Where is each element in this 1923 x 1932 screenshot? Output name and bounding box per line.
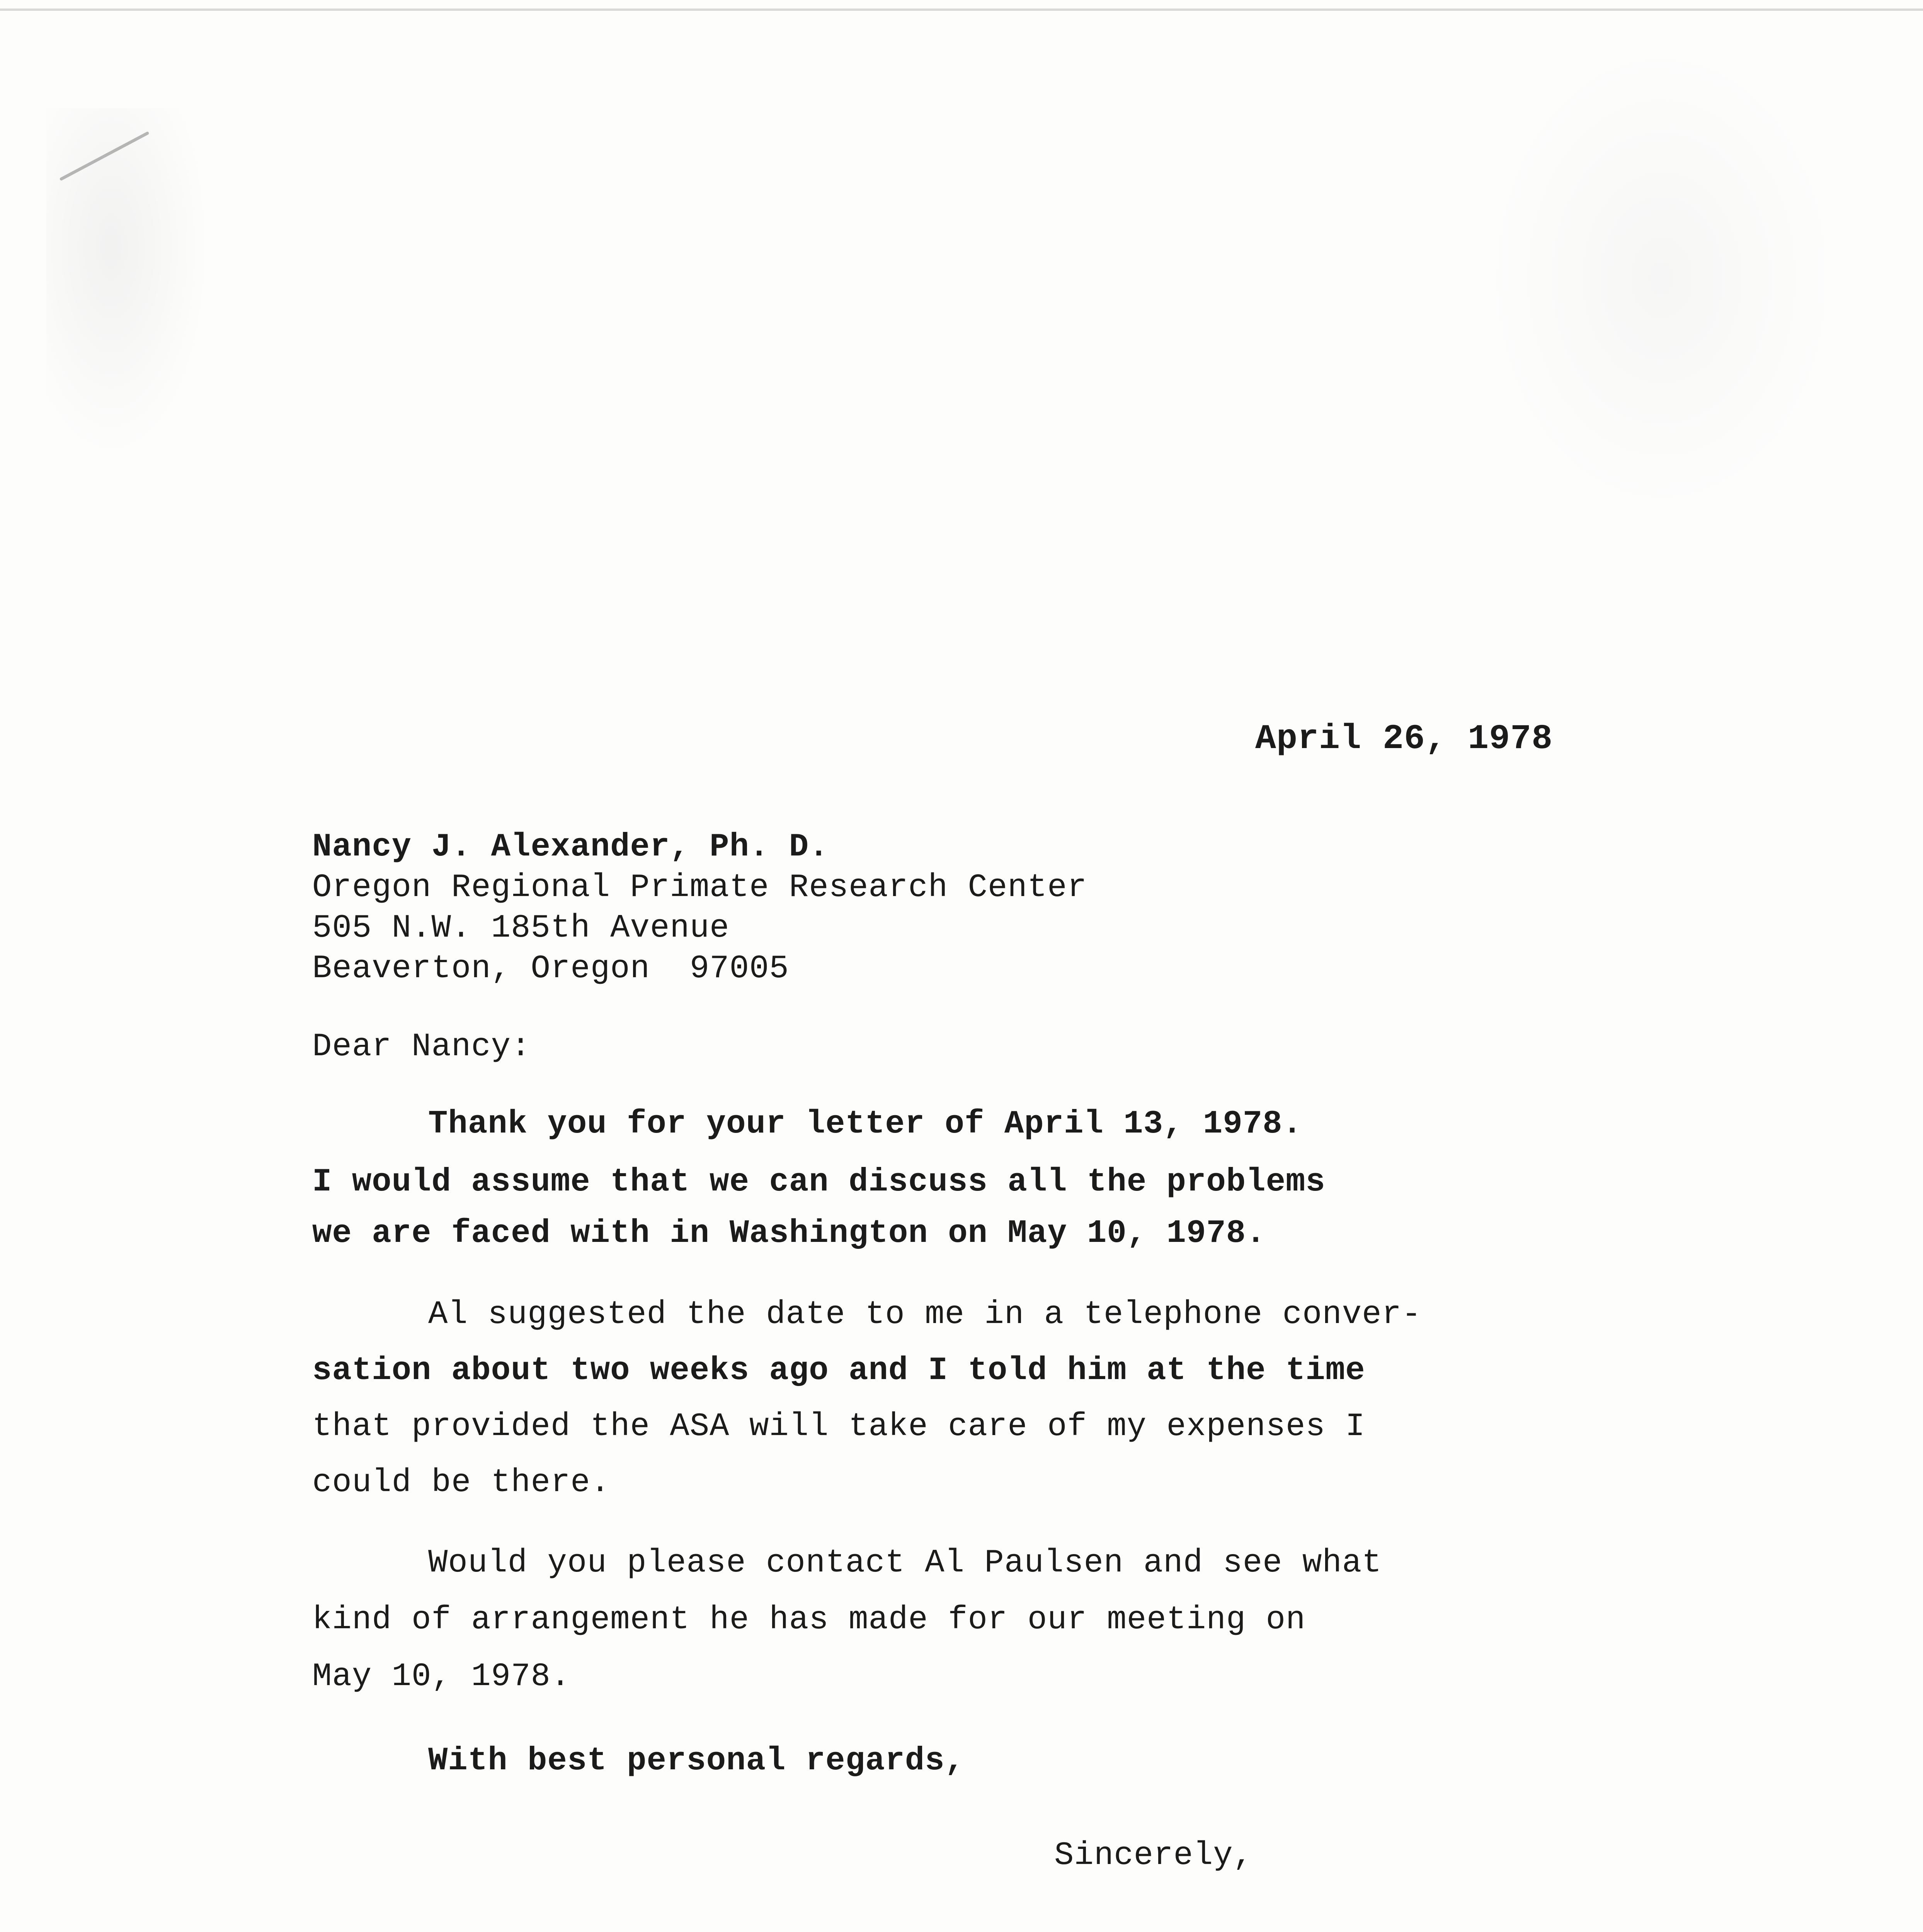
paragraph-3-line-1: Would you please contact Al Paulsen and see what xyxy=(428,1545,1382,1582)
paragraph-3-line-2: kind of arrangement he has made for our meeting on xyxy=(312,1602,1306,1638)
scan-smudge-right xyxy=(1488,46,1836,510)
page-top-edge xyxy=(0,9,1923,11)
regards-line: With best personal regards, xyxy=(428,1743,965,1779)
salutation: Dear Nancy: xyxy=(312,1029,531,1065)
paragraph-2-line-2: sation about two weeks ago and I told him at the time xyxy=(312,1352,1365,1389)
paragraph-2-line-3: that provided the ASA will take care of my expenses I xyxy=(312,1408,1365,1445)
paragraph-3-line-3: May 10, 1978. xyxy=(312,1658,571,1695)
paragraph-1-line-2: I would assume that we can discuss all the problems xyxy=(312,1164,1326,1201)
recipient-organization: Oregon Regional Primate Research Center xyxy=(312,869,1087,906)
paragraph-2-line-1: Al suggested the date to me in a telephone conver- xyxy=(428,1296,1422,1333)
paragraph-1-line-1: Thank you for your letter of April 13, 1978. xyxy=(428,1106,1302,1143)
recipient-street: 505 N.W. 185th Avenue xyxy=(312,910,730,947)
scan-smudge-left xyxy=(46,108,209,456)
closing: Sincerely, xyxy=(1054,1837,1253,1874)
paragraph-1-line-3: we are faced with in Washington on May 10, 1978. xyxy=(312,1215,1266,1252)
recipient-name: Nancy J. Alexander, Ph. D. xyxy=(312,829,829,866)
recipient-city-line: Beaverton, Oregon 97005 xyxy=(312,951,789,987)
letter-date: April 26, 1978 xyxy=(1255,719,1553,759)
paragraph-2-line-4: could be there. xyxy=(312,1464,611,1501)
